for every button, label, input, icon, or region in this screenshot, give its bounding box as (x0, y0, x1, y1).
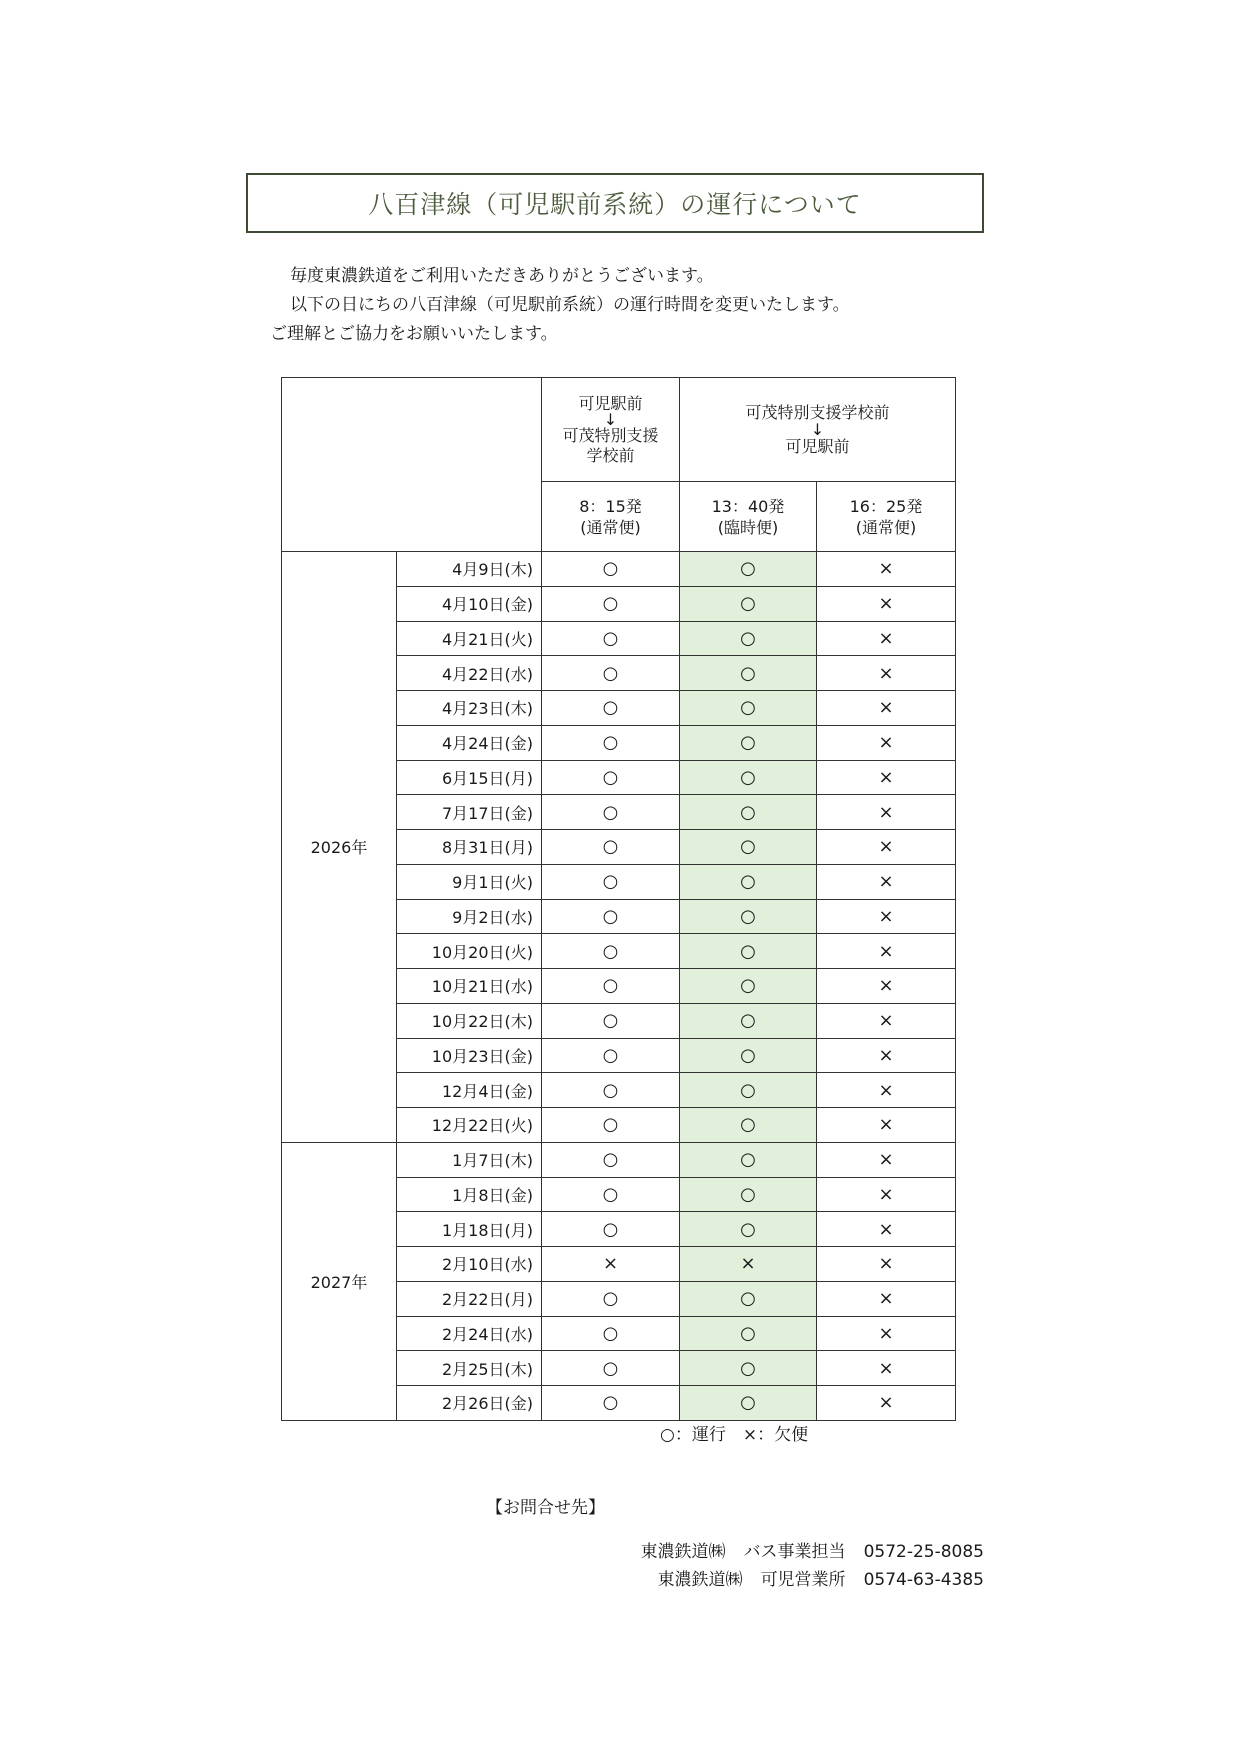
status-cell-3: × (817, 899, 956, 934)
status-cell-3: × (817, 552, 956, 587)
date-cell: 10月21日(水) (397, 969, 542, 1004)
contact-heading: 【お問合せ先】 (486, 1498, 605, 1518)
status-cell-2: ○ (680, 1316, 817, 1351)
status-cell-2: ○ (680, 934, 817, 969)
status-cell-2: ○ (680, 725, 817, 760)
route1-to-line1: 可茂特別支援 (562, 425, 659, 445)
date-cell: 4月9日(木) (397, 552, 542, 587)
status-cell-1: ○ (542, 1386, 680, 1421)
date-cell: 10月23日(金) (397, 1038, 542, 1073)
route1-from: 可児駅前 (578, 393, 643, 413)
status-cell-3: × (817, 1038, 956, 1073)
status-cell-2: ○ (680, 1351, 817, 1386)
type-1: (通常便) (580, 517, 641, 537)
date-cell: 4月22日(水) (397, 656, 542, 691)
status-cell-1: ○ (542, 795, 680, 830)
date-cell: 9月1日(火) (397, 864, 542, 899)
status-cell-3: × (817, 864, 956, 899)
intro-line-1: 毎度東濃鉄道をご利用いただきありがとうございます。 (290, 266, 714, 286)
intro-text (270, 262, 850, 349)
legend: ○：運行 ×：欠便 (660, 1425, 809, 1445)
status-cell-2: ○ (680, 1386, 817, 1421)
status-cell-3: × (817, 1281, 956, 1316)
status-cell-2: ○ (680, 1142, 817, 1177)
header-blank-cell (282, 378, 542, 552)
status-cell-3: × (817, 760, 956, 795)
status-cell-3: × (817, 656, 956, 691)
time-2: 13：40発 (711, 496, 785, 516)
status-cell-1: ○ (542, 830, 680, 865)
status-cell-1: ○ (542, 1108, 680, 1143)
status-cell-3: × (817, 934, 956, 969)
status-cell-2: ○ (680, 1073, 817, 1108)
status-cell-1: ○ (542, 899, 680, 934)
status-cell-1: ○ (542, 621, 680, 656)
date-cell: 4月10日(金) (397, 586, 542, 621)
contact-entry (641, 1537, 984, 1562)
status-cell-3: × (817, 1386, 956, 1421)
status-cell-2: ○ (680, 1281, 817, 1316)
date-cell: 4月24日(金) (397, 725, 542, 760)
status-cell-1: ○ (542, 969, 680, 1004)
status-cell-3: × (817, 1212, 956, 1247)
route1-to-line2: 学校前 (586, 445, 635, 465)
title-box (246, 173, 984, 233)
status-cell-2: ○ (680, 1003, 817, 1038)
status-cell-2: ○ (680, 795, 817, 830)
type-3: (通常便) (855, 517, 917, 537)
date-cell: 2月24日(水) (397, 1316, 542, 1351)
status-cell-1: ○ (542, 934, 680, 969)
status-cell-1: ○ (542, 1212, 680, 1247)
status-cell-1: ○ (542, 1177, 680, 1212)
contact-phone: 0574-63-4385 (863, 1570, 984, 1590)
status-cell-2: ○ (680, 1177, 817, 1212)
status-cell-3: × (817, 1351, 956, 1386)
status-cell-1: ○ (542, 864, 680, 899)
date-cell: 12月4日(金) (397, 1073, 542, 1108)
contact-dept: バス事業担当 (743, 1542, 846, 1562)
date-cell: 8月31日(月) (397, 830, 542, 865)
contact-entry (658, 1565, 984, 1590)
status-cell-2: ○ (680, 760, 817, 795)
date-cell: 1月18日(月) (397, 1212, 542, 1247)
contact-company: 東濃鉄道㈱ (657, 1570, 743, 1590)
status-cell-3: × (817, 1108, 956, 1143)
route2-to: 可児駅前 (785, 436, 850, 456)
date-cell: 2月10日(水) (397, 1247, 542, 1282)
status-cell-3: × (817, 1003, 956, 1038)
date-cell: 2月26日(金) (397, 1386, 542, 1421)
status-cell-3: × (817, 1316, 956, 1351)
header-time-2 (680, 482, 817, 552)
date-cell: 2月22日(月) (397, 1281, 542, 1316)
status-cell-3: × (817, 621, 956, 656)
arrow-down-icon: ↓ (603, 409, 618, 429)
table-row (282, 552, 956, 587)
contact-phone: 0572-25-8085 (863, 1542, 984, 1562)
date-cell: 10月22日(木) (397, 1003, 542, 1038)
status-cell-1: ○ (542, 1316, 680, 1351)
status-cell-1: ○ (542, 656, 680, 691)
status-cell-2: ○ (680, 621, 817, 656)
status-cell-3: × (817, 1142, 956, 1177)
status-cell-2: × (680, 1247, 817, 1282)
status-cell-1: ○ (542, 1038, 680, 1073)
intro-line-3: ご理解とご協力をお願いいたします。 (270, 324, 558, 344)
header-route-2 (680, 378, 956, 482)
status-cell-3: × (817, 830, 956, 865)
date-cell: 2月25日(木) (397, 1351, 542, 1386)
intro-line-2: 以下の日にちの八百津線（可児駅前系統）の運行時間を変更いたします。 (290, 295, 850, 315)
header-row-routes (282, 378, 956, 482)
date-cell: 10月20日(火) (397, 934, 542, 969)
status-cell-3: × (817, 795, 956, 830)
status-cell-1: ○ (542, 725, 680, 760)
schedule-table (281, 377, 956, 1421)
table-row (282, 1142, 956, 1177)
status-cell-1: ○ (542, 760, 680, 795)
time-1: 8：15発 (579, 496, 642, 516)
contact-dept: 可児営業所 (760, 1570, 846, 1590)
status-cell-1: ○ (542, 1142, 680, 1177)
status-cell-3: × (817, 586, 956, 621)
time-3: 16：25発 (849, 496, 923, 516)
status-cell-3: × (817, 725, 956, 760)
status-cell-1: ○ (542, 552, 680, 587)
status-cell-3: × (817, 969, 956, 1004)
status-cell-2: ○ (680, 691, 817, 726)
arrow-down-icon: ↓ (810, 419, 825, 439)
year-cell: 2027年 (282, 1142, 397, 1420)
status-cell-2: ○ (680, 830, 817, 865)
status-cell-2: ○ (680, 1108, 817, 1143)
route2-from: 可茂特別支援学校前 (745, 402, 890, 422)
date-cell: 4月21日(火) (397, 621, 542, 656)
status-cell-2: ○ (680, 552, 817, 587)
status-cell-3: × (817, 691, 956, 726)
year-cell: 2026年 (282, 552, 397, 1143)
status-cell-1: ○ (542, 586, 680, 621)
status-cell-2: ○ (680, 586, 817, 621)
status-cell-3: × (817, 1247, 956, 1282)
status-cell-1: ○ (542, 1281, 680, 1316)
status-cell-1: ○ (542, 1073, 680, 1108)
type-2: (臨時便) (717, 517, 779, 537)
status-cell-1: ○ (542, 691, 680, 726)
status-cell-1: × (542, 1247, 680, 1282)
status-cell-2: ○ (680, 969, 817, 1004)
header-time-3 (817, 482, 956, 552)
date-cell: 9月2日(水) (397, 899, 542, 934)
header-route-1 (542, 378, 680, 482)
date-cell: 1月7日(木) (397, 1142, 542, 1177)
contact-company: 東濃鉄道㈱ (640, 1542, 726, 1562)
date-cell: 7月17日(金) (397, 795, 542, 830)
status-cell-2: ○ (680, 656, 817, 691)
date-cell: 6月15日(月) (397, 760, 542, 795)
date-cell: 4月23日(木) (397, 691, 542, 726)
page-title: 八百津線（可児駅前系統）の運行について (368, 190, 862, 219)
status-cell-1: ○ (542, 1003, 680, 1038)
status-cell-3: × (817, 1073, 956, 1108)
status-cell-2: ○ (680, 1038, 817, 1073)
status-cell-2: ○ (680, 899, 817, 934)
date-cell: 1月8日(金) (397, 1177, 542, 1212)
date-cell: 12月22日(火) (397, 1108, 542, 1143)
status-cell-1: ○ (542, 1351, 680, 1386)
header-time-1 (542, 482, 680, 552)
status-cell-3: × (817, 1177, 956, 1212)
status-cell-2: ○ (680, 1212, 817, 1247)
status-cell-2: ○ (680, 864, 817, 899)
